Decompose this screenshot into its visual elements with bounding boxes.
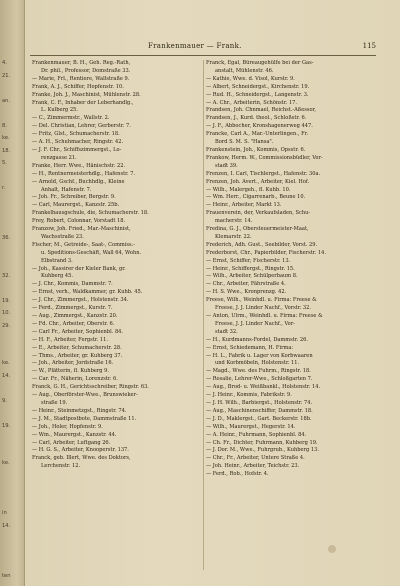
directory-entry: Frenzen, Joh. Avert., Arbeiter, Kiel. Hof. <box>206 178 310 185</box>
facing-page-fragment <box>2 210 22 216</box>
library-stamp-mark <box>328 545 336 553</box>
directory-entry: Bord S. M. S. "Hansa". <box>215 139 274 146</box>
facing-page-fragment <box>2 473 22 479</box>
directory-entry: — Wm., Maurergst., Kanzstr. 44. <box>32 431 117 438</box>
directory-entry: — Marie, Frl., Rentiere, Wallstraße 9. <box>32 75 130 82</box>
directory-entry: Francke, Carl A., Mar.-Unterlingen., Fr. <box>206 131 309 138</box>
directory-entry: L. Kulberg 25. <box>41 107 78 114</box>
directory-entry: Frank, C. F., Inhaber der Leberhandlg., <box>32 99 134 106</box>
directory-entry: — A. H., Schuhmacher, Ringstr. 42. <box>32 139 124 146</box>
left-column <box>32 60 204 580</box>
facing-page-fragment <box>2 435 22 441</box>
facing-page-fragment <box>2 410 22 416</box>
directory-entry: — Carl, Maurergst., Kanzstr. 25b. <box>32 202 120 209</box>
directory-entry: — Aug., Brod- u. Weißbankl., Holstenstr. 14. <box>206 384 321 391</box>
facing-page-fragment: 4. <box>2 60 7 66</box>
directory-entry: — Kathie, Wwe. d. Visol, Kurstr. 9. <box>206 75 295 82</box>
directory-entry: Franzow, Joh. Fried., Mar.-Maschinist, <box>32 226 131 233</box>
directory-entry: stadt 32. <box>215 328 238 335</box>
directory-entry: Frank, A. J., Schiffer, Hopfenstr. 10. <box>32 83 124 90</box>
directory-entry: — Rosalie, Lehrer-Wwe., Schloßgarten 7. <box>206 376 313 383</box>
directory-entry: — Ch. Fr., Dichter, Fuhrmann, Kuhberg 19. <box>206 439 318 446</box>
header-rule <box>30 55 376 56</box>
directory-entry: — Thms., Arbeiter, gr. Kuhberg 37. <box>32 352 123 359</box>
facing-page-fragment <box>2 248 22 254</box>
running-head <box>30 42 388 54</box>
facing-page-fragment <box>2 560 22 566</box>
facing-page-fragment: 19. <box>2 297 11 304</box>
directory-entry: — Carl, Arbeiter, Luftgang 26. <box>32 439 111 446</box>
directory-entry: Frey, Robert, Colonnar, Vorstadt 18. <box>32 218 126 225</box>
directory-entry: — J. F. Chr., Schiffszimmergst., Lo- <box>32 146 122 153</box>
facing-page-fragment <box>2 485 22 491</box>
directory-entry: — Arnold, Gschf., Buchhdlg., Kleine <box>32 178 125 185</box>
directory-entry: Franck, geb. Illert, Wwe. des Doktors, <box>32 455 131 462</box>
facing-page-fragment: 18. <box>2 147 11 154</box>
right-column <box>206 60 376 580</box>
facing-page-fragment <box>2 335 22 341</box>
directory-entry: — Joh., Arbeiter, Jordstraße 16. <box>32 360 114 367</box>
directory-entry: — Wilh., Maurergst., Hegerstr. 14. <box>206 423 296 430</box>
directory-entry: — J. Heinr., Kommis, Fabrikstr. 9. <box>206 392 292 399</box>
directory-entry: Franck, G. H., Gerichtsschreiber, Ringstr. 63. <box>32 384 149 391</box>
directory-entry: straße 19. <box>41 399 68 406</box>
directory-entry: — Ernst, verh., Waldkammer, gr. Kuhb. 45. <box>32 289 143 296</box>
directory-entry: Anhalt, Hafenstr. 7. <box>41 186 92 193</box>
directory-entry: — Ferd., Rob., Hofstr. 4. <box>206 471 269 478</box>
directory-entry: — Car. Fr., Näherin, Lorenzstr. 6. <box>32 376 118 383</box>
facing-page-fragment <box>2 448 22 454</box>
directory-entry: Frenzen, I. Carl, Tischlergst., Hafenstr. 30a. <box>206 170 321 177</box>
directory-entry: Frandsen, Joh. Chnmael, Reichst.-Aßessor, <box>206 107 317 114</box>
facing-page-fragment: in <box>2 510 7 516</box>
directory-entry: Frandsen, J., Kurd. theol., Schloßstr. 6. <box>206 115 307 122</box>
directory-entry: — J. H. Wilh., Barbiergst., Holstenstr. 74. <box>206 399 313 406</box>
directory-entry: — E., Arbeiter, Schumacherstr. 28. <box>32 344 122 351</box>
directory-entry: — Heinr., Steinmetzgst., Ringstr. 74. <box>32 407 127 414</box>
directory-entry: — J. F., Abbocher, Kronshagenerweg 447. <box>206 123 313 130</box>
directory-entry: Elbstrand 3. <box>41 257 73 264</box>
directory-entry: — Chr., Fr., Arbeiter, Untere Straße 4. <box>206 455 305 462</box>
facing-page-fragment: 10. <box>2 310 11 316</box>
directory-entry: Frederborst, Chr., Papierbilder, Fischerstr. 14. <box>206 249 326 256</box>
directory-entry: — Del. Christian, Lehrer, Gerberstr. 7. <box>32 123 131 130</box>
facing-page-fragment: ke. <box>2 360 10 366</box>
directory-entry: Frauenverein, der, Verkaufsladen, Schu- <box>206 210 311 217</box>
directory-entry: u. Speditions-Geschäft, Wall 64, Wohn. <box>41 249 142 256</box>
directory-entry: — Heinr., Schiffergst., Ringstr. 15. <box>206 265 295 272</box>
directory-entry: Frankelhausgschule, die, Schumacherstr. 18. <box>32 210 149 217</box>
directory-entry: Fredina, G. J., Obersteuermeister-Maat, <box>206 226 309 233</box>
facing-page-fragment <box>2 548 22 554</box>
directory-entry: macherstr. 14. <box>215 218 253 225</box>
directory-entry: Freese, J. J. Linder Nachf., Vorstr. 32. <box>215 305 312 312</box>
directory-entry: — Fd. Chr., Arbeiter, Oberstr. 6. <box>32 320 115 327</box>
directory-entry: — Chr., Arbeiter, Fährstraße 4. <box>206 281 286 288</box>
directory-entry: Frankenmauer, B. H., Geh. Reg.-Rath, <box>32 60 131 66</box>
directory-entry: — Joh., Kassirer der Kieler Bank, gr. <box>32 265 126 272</box>
page-number: 115 <box>362 42 376 50</box>
facing-page-fragment: an. <box>2 97 11 104</box>
facing-page-fragment: 19. <box>2 422 11 429</box>
directory-entry: — H. F., Arbeiter, Fergstr. 11. <box>32 336 109 343</box>
facing-page-fragment: 5. <box>2 160 7 166</box>
directory-entry: anstalt, Mühlenstr. 46. <box>215 67 274 74</box>
directory-entry: Klemarstr. 22. <box>215 233 252 240</box>
directory-entry: — Joh. Fr., Schreiber, Bergstr. 9. <box>32 194 116 201</box>
directory-entry: — Joh., Holer, Hopfenstr. 9. <box>32 423 103 430</box>
directory-entry: — W., Plätterin, fl. Kuhberg 9. <box>32 368 110 375</box>
directory-entry: — C., Zimmermstr., Wallstr. 2. <box>32 115 110 122</box>
directory-entry: Freese, J. J. Linder Nachf., Vor- <box>215 320 295 327</box>
directory-entry: — H., Rentnermeisterhdlg., Hafenstr. 7. <box>32 170 136 177</box>
directory-entry: — H. L., Fabrik u. Lager von Korbwaaren <box>206 352 313 359</box>
running-title: Frankenmauer — Frank. <box>148 42 242 50</box>
directory-entry: Frederich, Adh. Gust., Seebilder, Vorst. 29. <box>206 241 318 248</box>
directory-entry: Frankow, Herm. W., Commissionsbüdler, Vor- <box>206 154 323 161</box>
directory-entry: — Heinr., Arbeiter, Markt 13. <box>206 202 282 209</box>
directory-entry: — A. Chr., Arbeiterin, Schönstr. 17. <box>206 99 298 106</box>
directory-entry: Wachsstraße 23. <box>41 233 84 240</box>
directory-entry: — Wilh., Arbeiter, Schülperbaum 8. <box>206 273 298 280</box>
facing-page-fragment: 29. <box>2 322 11 329</box>
facing-page-fragment: r. <box>2 185 6 191</box>
directory-entry: Franke, Joh. J., Maschinist, Mühlenstr. 28. <box>32 91 141 98</box>
facing-page-fragment <box>2 285 22 291</box>
facing-page-fragment: ke. <box>2 460 10 466</box>
facing-page-fragment <box>2 535 22 541</box>
facing-page-fragment <box>2 85 22 91</box>
facing-page-fragment <box>2 348 22 354</box>
facing-page-margin <box>0 0 25 586</box>
directory-entry: — Ernst, Schiedemann, H. Firma: <box>206 344 294 351</box>
directory-entry: — H. S. Wwe., Kronprenzg. 42. <box>206 289 287 296</box>
directory-entry: — Wm. Herr., Cigarrenarb., Beune 10. <box>206 194 306 201</box>
directory-entry: — Albert, Schneidergst., Kirchenstr. 19. <box>206 83 310 90</box>
facing-page-fragment <box>2 260 22 266</box>
directory-entry: Dr. phil., Professor, Domstraße 33. <box>41 67 131 74</box>
directory-entry: — Wilh., Malergeh., fl. Kuhb. 10. <box>206 186 291 193</box>
facing-page-fragment <box>2 385 22 391</box>
directory-entry: — Anton, Ulrm., Weinhdl. u. Firma: Freese & <box>206 313 323 319</box>
directory-entry: stadt 39. <box>215 162 238 169</box>
directory-entry: — J. Chr., Zimmergst., Holstenstr. 34. <box>32 297 129 304</box>
directory-entry: — Aug., Zimmergst., Kanzstr. 20. <box>32 313 118 319</box>
directory-entry: — Ernst, Schiffer, Fischerstr. 13. <box>206 257 291 264</box>
directory-entry: — J. D., Maklergst., Gart. Beckerstr. 18b. <box>206 415 312 422</box>
facing-page-fragment <box>2 110 22 116</box>
directory-entry: Fischer, M., Getreide-, Saat-, Commiss.- <box>32 241 135 248</box>
facing-page-fragment <box>2 173 22 179</box>
directory-entry: Kuhberg 45. <box>41 273 73 280</box>
column-divider <box>203 60 204 570</box>
facing-page-fragment: 9. <box>2 397 7 404</box>
directory-entry: — J. Dor. M., Wwe., Fuhrgrub., Kuhberg 13. <box>206 447 319 454</box>
facing-page-fragment: 8. <box>2 122 7 129</box>
directory-entry: Lerchenstr. 12. <box>41 463 81 470</box>
facing-page-fragment: 36. <box>2 235 11 241</box>
directory-entry: — Joh. Heinr., Arbeiter, Teichstr. 23. <box>206 463 300 470</box>
facing-page-fragment <box>2 498 22 504</box>
directory-entry: — A. Heinr., Fuhrmann, Sophienbl. 84. <box>206 431 307 438</box>
directory-entry: Franck, Egal, Büreaugehülfe bei der Gas- <box>206 60 314 66</box>
facing-page-fragment: 14. <box>2 372 11 379</box>
facing-page-fragment: ke. <box>2 135 10 141</box>
facing-page-fragment <box>2 198 22 204</box>
directory-entry: — Aug., Oberförster-Wwe., Brunswieker- <box>32 392 138 399</box>
directory-entry: — J. Chr., Kommis, Dammstr. 7. <box>32 281 113 288</box>
directory-entry: — H., Kurdmanns-Fordel, Dammstr. 26. <box>206 336 309 343</box>
directory-entry: — Fritz, Glst., Schumacherstr. 18. <box>32 131 120 138</box>
directory-entry: — Ferd., Zimmergst., Kurstr. 7. <box>32 305 113 312</box>
facing-page-fragment: 14. <box>2 522 11 529</box>
directory-entry: — H. G. S., Arbeiter, Knooperstr. 137. <box>32 447 129 454</box>
directory-entry: — Magd., Wwe. des Fuhrm., Ringstr. 18. <box>206 368 311 375</box>
facing-page-fragment: ten <box>2 572 11 579</box>
directory-entry: — J. M., Stadtpostbote, Dammstraße 11. <box>32 415 137 422</box>
facing-page-fragment: 21. <box>2 72 11 79</box>
facing-page-fragment: 32. <box>2 272 11 279</box>
directory-entry: — Carl Fr., Arbeiter, Sophienbl. 84. <box>32 328 124 335</box>
directory-entry: — Aug., Maschinenschiffer, Dammstr. 18. <box>206 407 313 414</box>
facing-page-fragment <box>2 223 22 229</box>
directory-entry: Freese, Wilh., Weinhdl. u. Firma: Freese & <box>206 297 317 304</box>
directory-entry: — Rud. H., Schneidergst., Langenstr. 3. <box>206 91 309 98</box>
directory-entry: und Korbmöbeln, Holstenstr. 11. <box>215 360 300 367</box>
directory-entry: Frankenstein, Joh., Kommis, Opsstr. 6. <box>206 146 306 153</box>
directory-entry: renzgasse 21. <box>41 154 77 161</box>
directory-entry: Franke, Herr. Wwe., Hänischstr. 22. <box>32 162 126 169</box>
